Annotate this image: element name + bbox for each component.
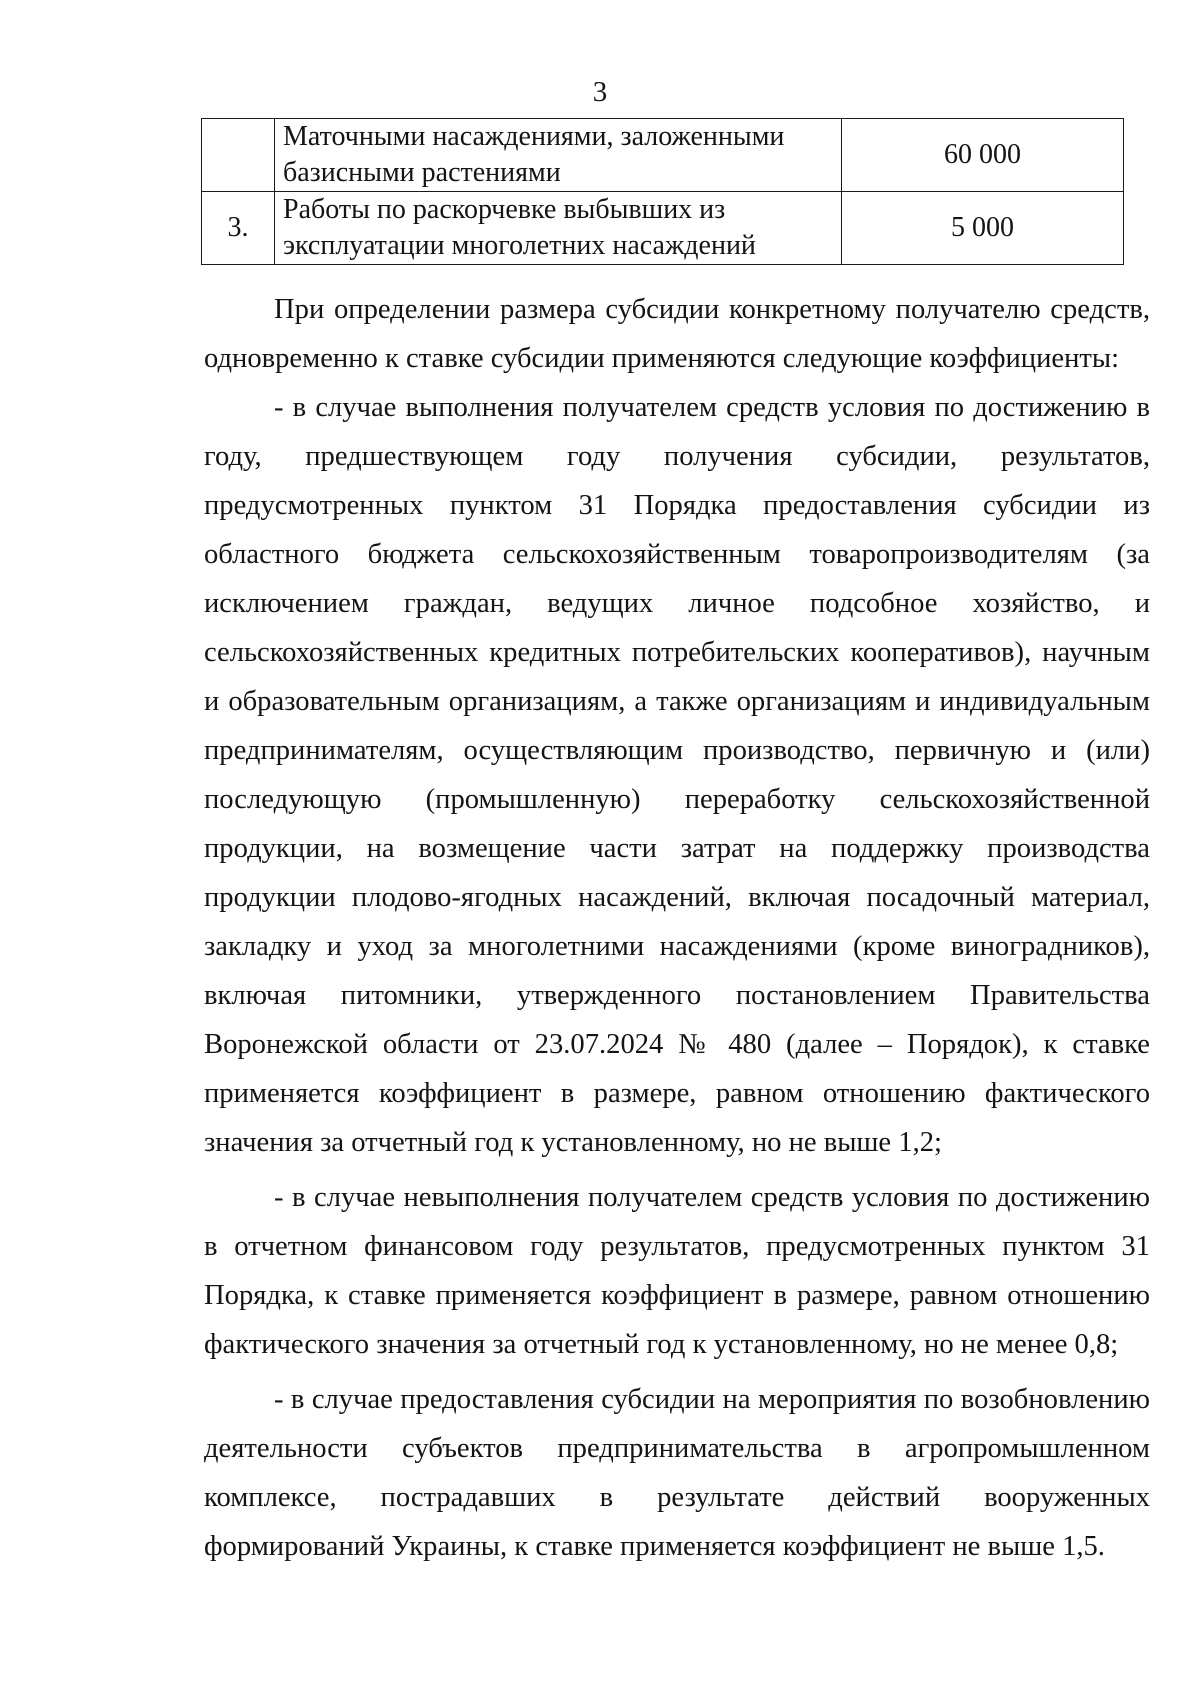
row-name-line: базисными растениями [283, 157, 561, 188]
page-number: 3 [592, 76, 608, 108]
row-number-cell: 3. [202, 192, 275, 265]
row-name-line: эксплуатации многолетних насаждений [283, 230, 756, 261]
document-body [204, 285, 1150, 1571]
table-row [202, 119, 1124, 192]
row-name-line: Работы по раскорчевке выбывших из [283, 194, 726, 225]
paragraph-coefficient-achieved: - в случае выполнения получателем средств условия по достижению в году, предшествующем году получения субсидии, результатов, предусмотренных пунктом 31 Порядка предоставления субсидии из областного бюджета сельскохозяйственным товаропроизводителям (за исключением граждан, ведущих личное подсобное хозяйство, и сельскохозяйственных кредитных потребительских кооперативов), научным и образовательным организациям, а также организациям и индивидуальным предпринимателям, осуществляющим производство, первичную и (или) последующую (промышленную) переработку сельскохозяйственной продукции, на возмещение части затрат на поддержку производства продукции плодово-ягодных насаждений, включая посадочный материал, закладку и уход за многолетними насаждениями (кроме виноградников), включая питомники, утвержденного постановлением Правительства Воронежской области от 23.07.2024 № 480 (далее – Порядок), к ставке применяется коэффициент в размере, равном отношению фактического значения за отчетный год к установленному, но не выше 1,2; [204, 392, 1150, 1158]
paragraph-coefficient-recovery: - в случае предоставления субсидии на мероприятия по возобновлению деятельности субъектов предпринимательства в агропромышленном комплексе, пострадавших в результате действий вооруженных формирований Украины, к ставке применяется коэффициент не выше 1,5. [204, 1384, 1150, 1562]
row-name-line: Маточными насаждениями, заложенными [283, 121, 785, 152]
row-value-cell: 5 000 [842, 192, 1124, 265]
row-name-cell [275, 192, 842, 265]
paragraph-coefficient-not-achieved: - в случае невыполнения получателем средств условия по достижению в отчетном финансовом году результатов, предусмотренных пунктом 31 Порядка, к ставке применяется коэффициент в размере, равном отношению фактического значения за отчетный год к установленному, но не менее 0,8; [204, 1182, 1150, 1360]
row-number-cell [202, 119, 275, 192]
subsidy-rates-table [201, 118, 1124, 265]
paragraph-intro: При определении размера субсидии конкретному получателю средств, одновременно к ставке субсидии применяются следующие коэффициенты: [204, 294, 1150, 374]
row-name-cell [275, 119, 842, 192]
table-row [202, 192, 1124, 265]
row-value-cell: 60 000 [842, 119, 1124, 192]
